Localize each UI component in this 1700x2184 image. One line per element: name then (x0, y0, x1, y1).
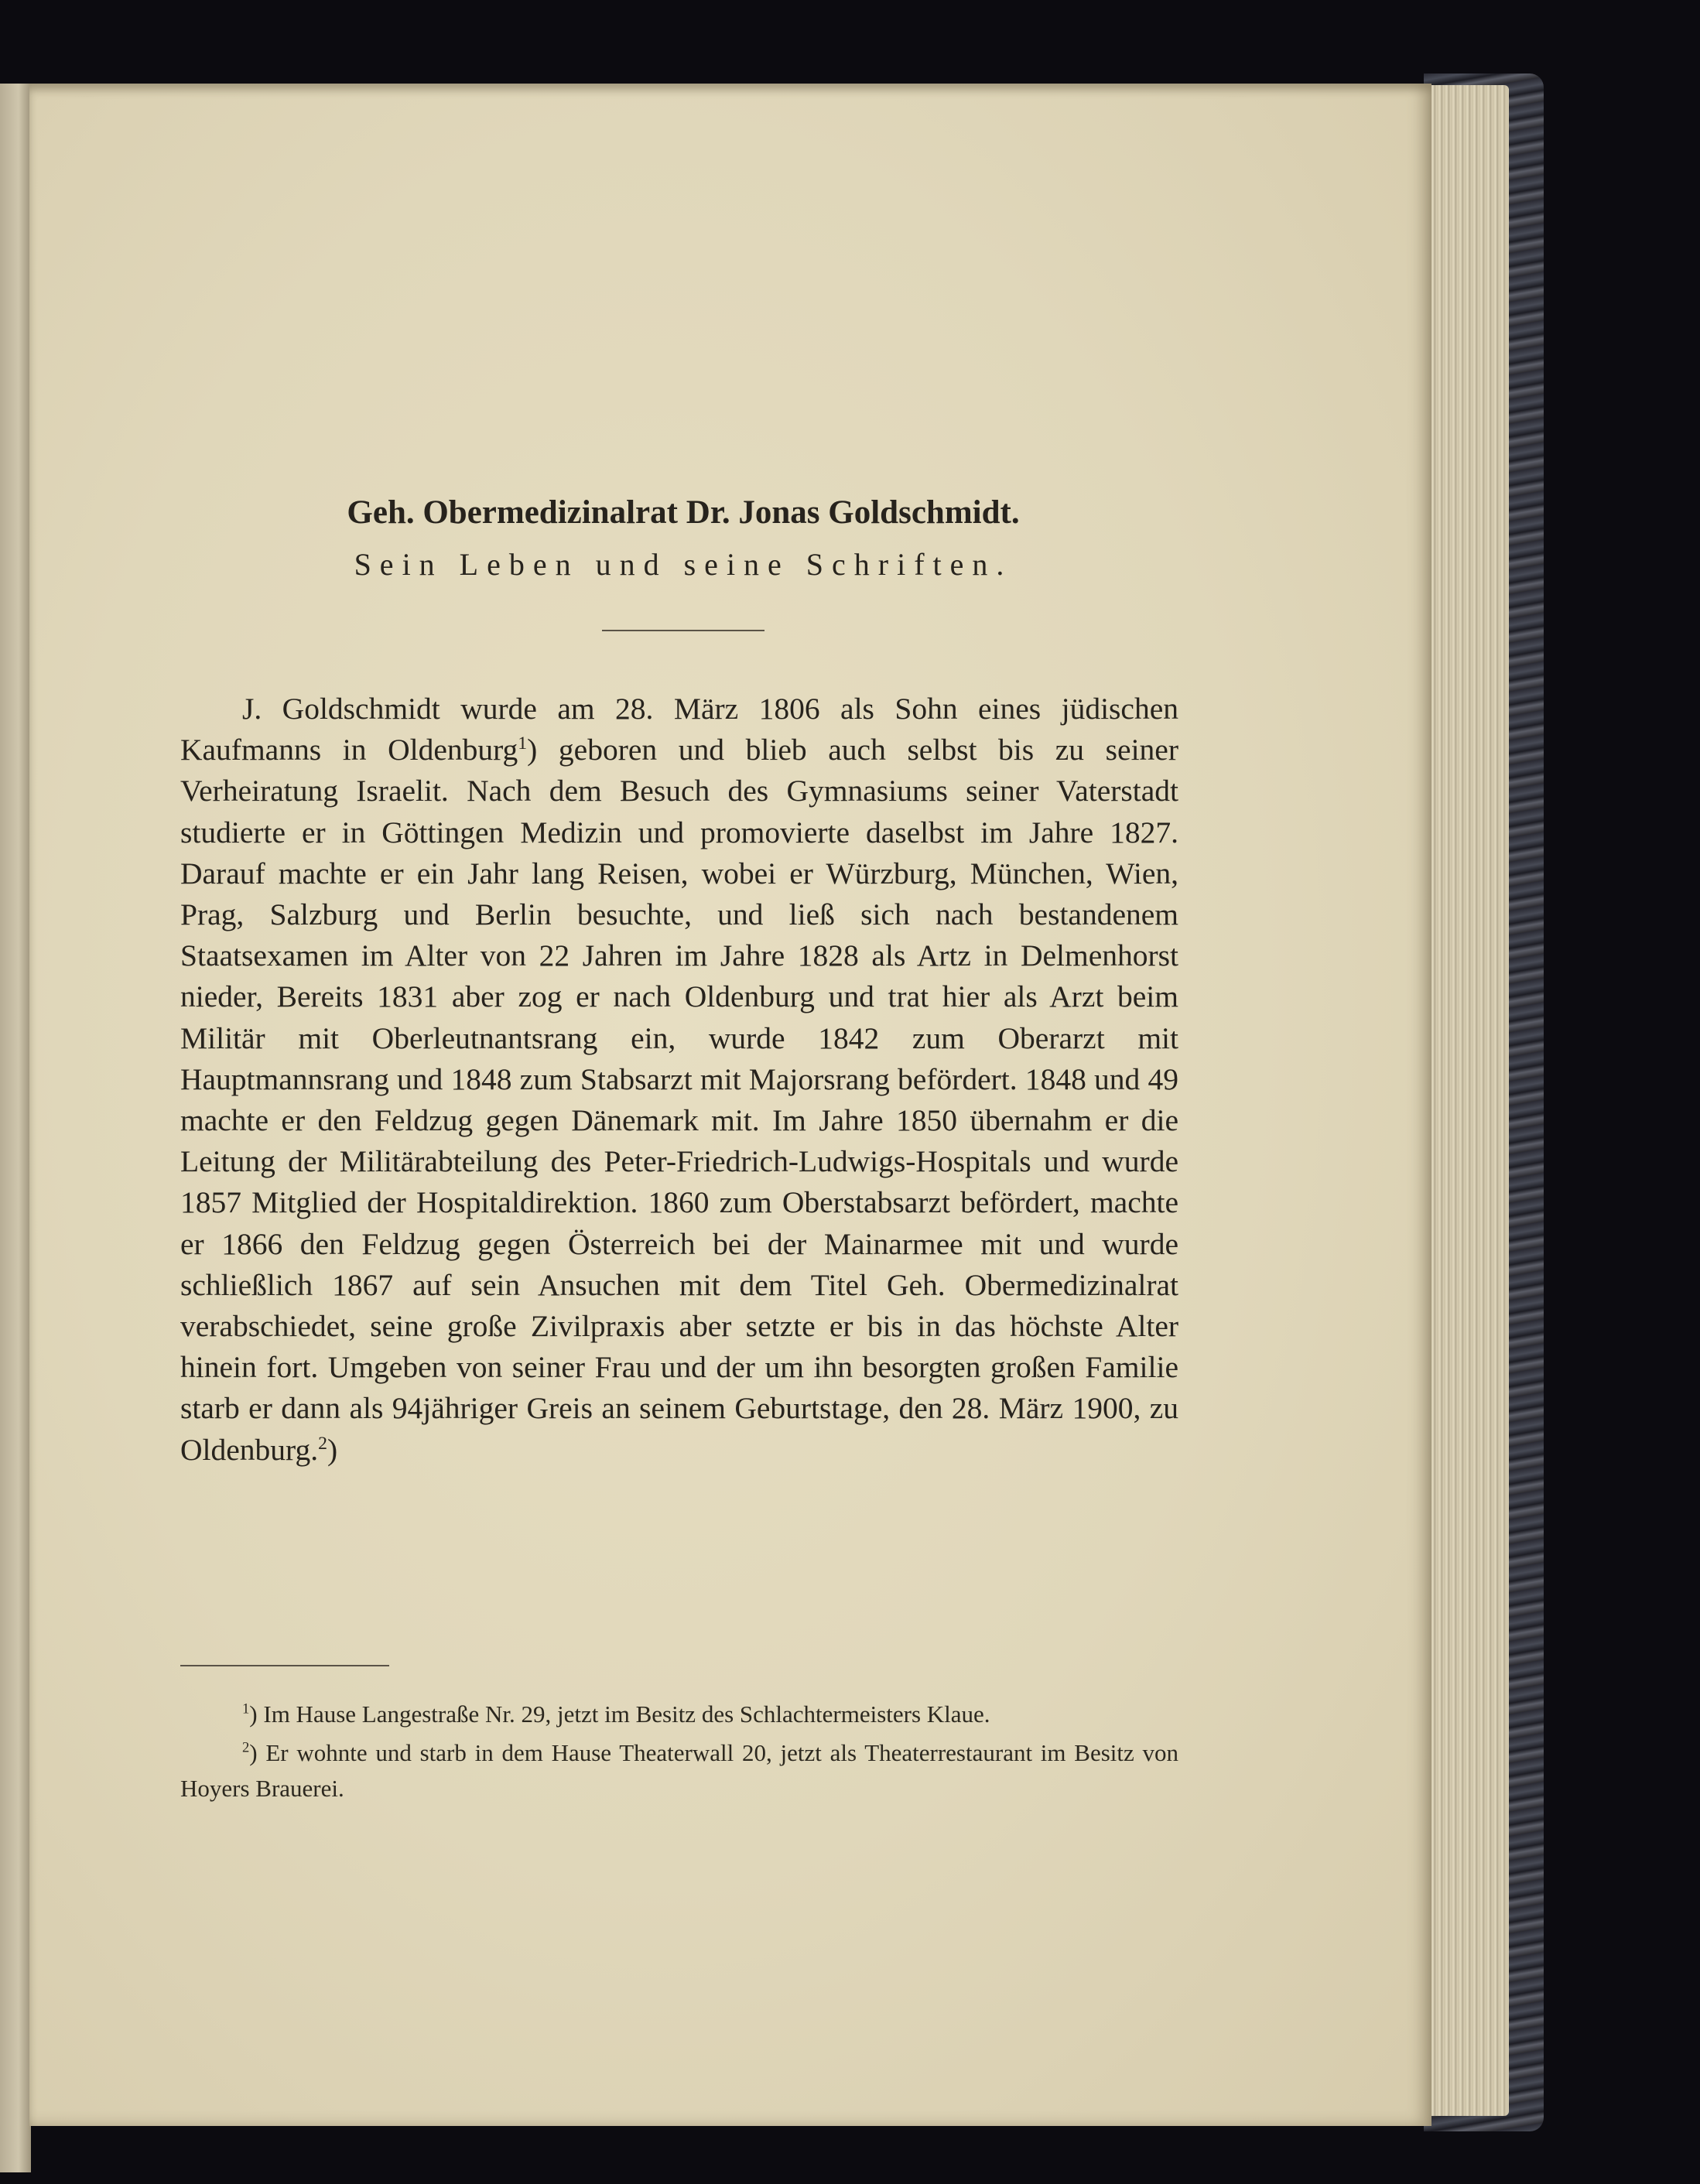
footnote-mark: 2 (242, 1739, 250, 1756)
article-title: Geh. Obermedizinalrat Dr. Jonas Goldschmidt. (347, 494, 1020, 531)
book-page (29, 84, 1431, 2126)
body-text-part: ) (327, 1432, 338, 1467)
body-text-part: J. Goldschmidt wurde am 28. März 1806 als Sohn eines jüdischen Kaufmanns in Oldenburg (180, 692, 1178, 767)
footnote-reference: 1 (518, 733, 528, 754)
footnote-reference: 2 (318, 1433, 327, 1454)
footnotes (180, 1697, 1178, 1810)
footnote-mark: 1 (242, 1700, 250, 1717)
footnote-text: ) Im Hause Langestraße Nr. 29, jetzt im Besitz des Schlachtermeisters Klaue. (249, 1700, 990, 1728)
footnote-divider (180, 1665, 389, 1666)
title-divider (602, 630, 764, 631)
article-subtitle: Sein Leben und seine Schriften. (354, 547, 1013, 582)
body-paragraph (180, 689, 1178, 1471)
footnote-2 (180, 1735, 1178, 1806)
footnote-1 (180, 1697, 1178, 1732)
left-page-edge (0, 84, 31, 2172)
body-text-part: ) geboren und blieb auch selbst bis zu seiner Verheiratung Israelit. Nach dem Besuch des Gymnasiums seiner Vaterstadt studierte er in Göttingen Medizin und promovierte daselbst im Jahre 1827. Darauf machte er ein Jahr lang Reisen, wobei er Würzburg, München, Wien, Prag, Salzburg und Berlin besuchte, und ließ sich nach bestandenem Staatsexamen im Alter von 22 Jahren im Jahre 1828 als Artz in Delmenhorst nieder, Bereits 1831 aber zog er nach Oldenburg und trat hier als Arzt beim Militär mit Oberleutnantsrang ein, wurde 1842 zum Oberarzt mit Hauptmannsrang und 1848 zum Stabsarzt mit Majorsrang befördert. 1848 und 49 machte er den Feldzug gegen Dänemark mit. Im Jahre 1850 übernahm er die Leitung der Militärabteilung des Peter-Friedrich-Ludwigs-Hospitals und wurde 1857 Mitglied der Hospitaldirektion. 1860 zum Oberstabsarzt befördert, machte er 1866 den Feldzug gegen Österreich bei der Mainarmee mit und wurde schließlich 1867 auf sein Ansuchen mit dem Titel Geh. Obermedizinalrat verabschiedet, seine große Zivilpraxis aber setzte er bis in das höchste Alter hinein fort. Umgeben von seiner Frau und der um ihn besorgten großen Familie starb er dann als 94jähriger Greis an seinem Geburtstage, den 28. März 1900, zu Oldenburg. (180, 733, 1178, 1467)
footnote-text: ) Er wohnte und starb in dem Hause Theaterwall 20, jetzt als Theaterrestaurant im Besitz von Hoyers Brauerei. (180, 1739, 1178, 1802)
